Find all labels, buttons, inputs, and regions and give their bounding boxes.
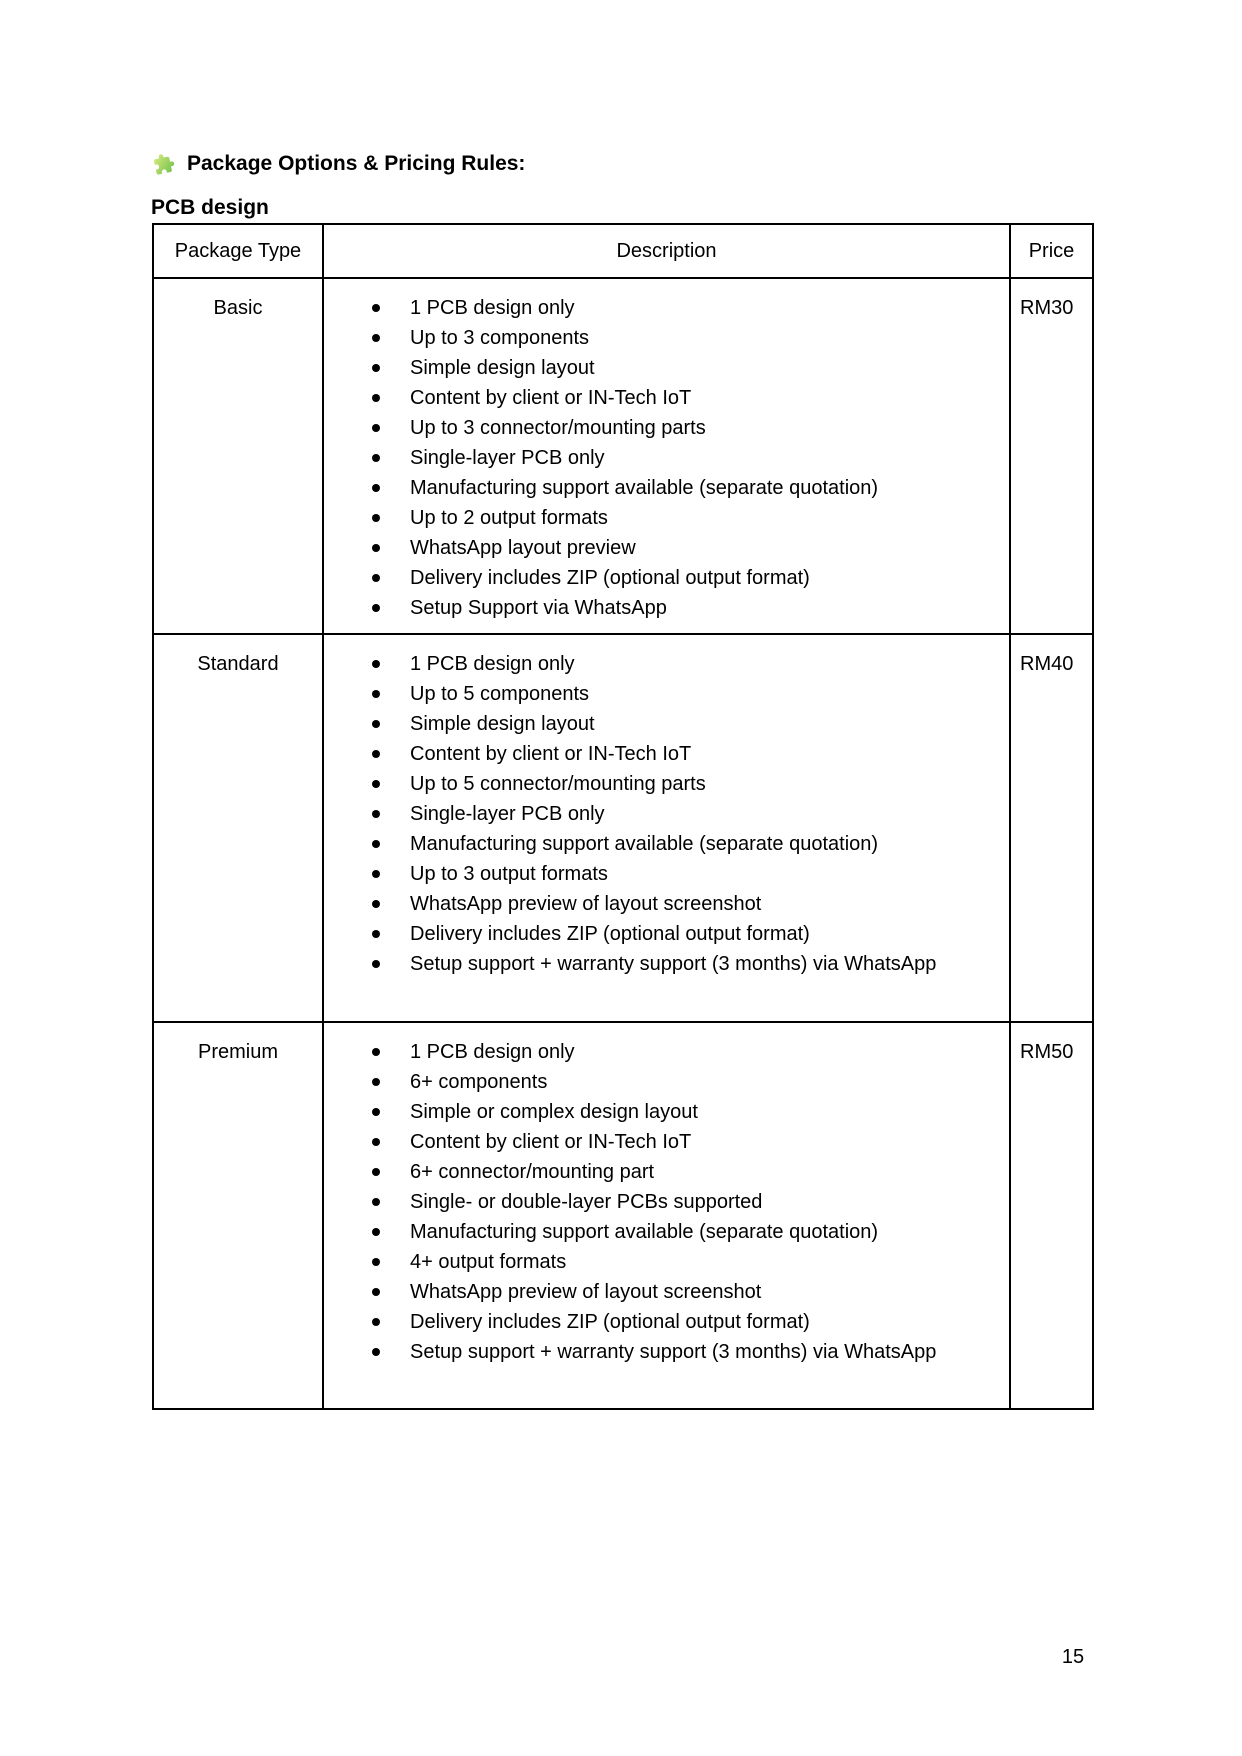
feature-item: Up to 5 connector/mounting parts [410,769,988,799]
feature-item: Content by client or IN-Tech IoT [410,739,988,769]
feature-item: Up to 3 components [410,323,988,353]
feature-item: Single- or double-layer PCBs supported [410,1187,988,1217]
feature-item: Manufacturing support available (separate quotation) [410,473,988,503]
header-description: Description [323,224,1010,278]
feature-item: 1 PCB design only [410,1037,988,1067]
price-cell: RM30 [1010,278,1093,634]
feature-item: Simple design layout [410,709,988,739]
price-cell: RM50 [1010,1022,1093,1409]
feature-list [324,1023,1009,1367]
feature-item: Delivery includes ZIP (optional output format) [410,563,988,593]
feature-item: Up to 3 connector/mounting parts [410,413,988,443]
feature-item: Single-layer PCB only [410,443,988,473]
package-cell: Basic [153,278,323,634]
section-heading [153,151,525,176]
feature-item: Content by client or IN-Tech IoT [410,383,988,413]
table-row-premium [153,1022,1093,1409]
feature-item: Single-layer PCB only [410,799,988,829]
feature-item: Manufacturing support available (separate quotation) [410,829,988,859]
page-number: 15 [1061,1646,1085,1668]
description-cell [323,634,1010,1022]
table-row-standard [153,634,1093,1022]
feature-item: 1 PCB design only [410,649,988,679]
feature-item: Manufacturing support available (separate quotation) [410,1217,988,1247]
feature-item: Setup support + warranty support (3 months) via WhatsApp [410,949,988,979]
feature-list [324,279,1009,623]
header-package-type: Package Type [153,224,323,278]
package-cell: Premium [153,1022,323,1409]
feature-item: Simple or complex design layout [410,1097,988,1127]
feature-item: Content by client or IN-Tech IoT [410,1127,988,1157]
description-cell [323,1022,1010,1409]
feature-item: Setup support + warranty support (3 months) via WhatsApp [410,1337,988,1367]
package-cell: Standard [153,634,323,1022]
feature-item: WhatsApp preview of layout screenshot [410,1277,988,1307]
feature-item: Delivery includes ZIP (optional output format) [410,1307,988,1337]
table-header-row [153,224,1093,278]
pricing-table [152,223,1094,1410]
feature-item: Simple design layout [410,353,988,383]
feature-item: Up to 2 output formats [410,503,988,533]
section-title: Package Options & Pricing Rules: [187,152,526,175]
feature-item: Delivery includes ZIP (optional output format) [410,919,988,949]
feature-list [324,635,1009,979]
feature-item: 6+ components [410,1067,988,1097]
table-row-basic [153,278,1093,634]
puzzle-icon [151,150,177,176]
feature-item: Setup Support via WhatsApp [410,593,988,623]
description-cell [323,278,1010,634]
feature-item: WhatsApp layout preview [410,533,988,563]
feature-item: 1 PCB design only [410,293,988,323]
pcb-design-heading: PCB design [151,196,269,219]
price-cell: RM40 [1010,634,1093,1022]
feature-item: WhatsApp preview of layout screenshot [410,889,988,919]
feature-item: Up to 3 output formats [410,859,988,889]
header-price: Price [1010,224,1093,278]
feature-item: Up to 5 components [410,679,988,709]
feature-item: 4+ output formats [410,1247,988,1277]
feature-item: 6+ connector/mounting part [410,1157,988,1187]
